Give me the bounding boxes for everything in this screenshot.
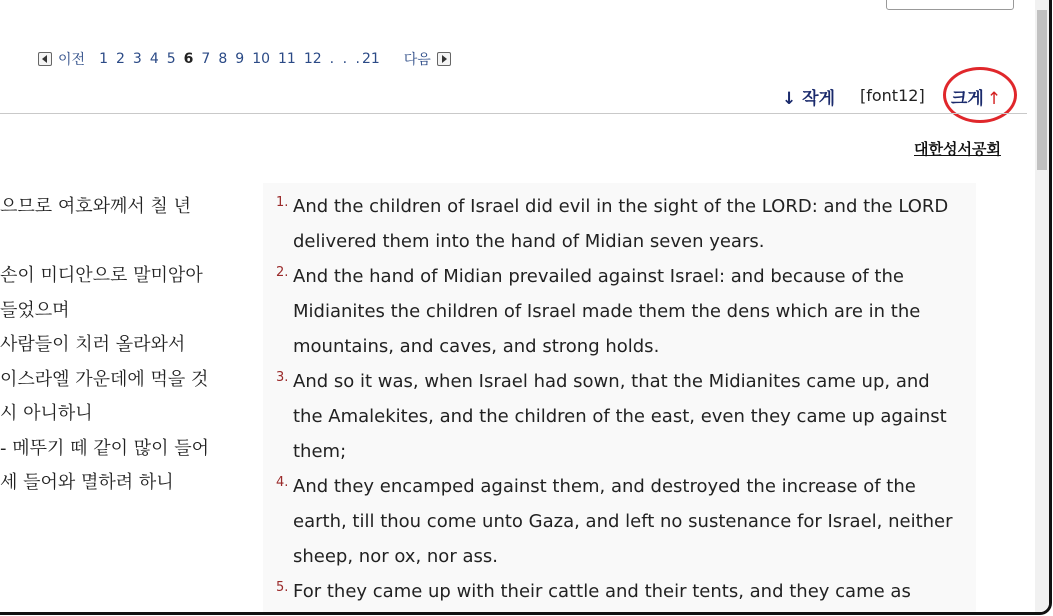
- verse-number: 4.: [276, 475, 289, 490]
- korean-text-column: [0, 192, 250, 503]
- font-size-label: [font12]: [860, 86, 925, 105]
- up-arrow-icon[interactable]: ↑: [986, 89, 1002, 109]
- page-link-10[interactable]: 10: [252, 51, 271, 67]
- verse-line: delivered them into the hand of Midian seven years.: [293, 231, 765, 252]
- verse-line: mountains, and caves, and strong holds.: [293, 336, 660, 357]
- verse-number: 2.: [276, 265, 289, 280]
- page-link-3[interactable]: 3: [132, 51, 142, 67]
- korean-line: 손이 미디안으로 말미암아: [0, 265, 203, 286]
- verse-line: And they encamped against them, and destroyed the increase of the: [293, 476, 916, 497]
- pagination-ellipsis: . . .: [329, 51, 362, 67]
- verse-number: 1.: [276, 195, 289, 210]
- korean-line: 세 들어와 멸하려 하니: [0, 472, 174, 493]
- verse-line: And the children of Israel did evil in the sight of the LORD: and the LORD: [293, 196, 949, 217]
- verse-3: [276, 367, 976, 472]
- verse-line: For they came up with their cattle and their tents, and they came as: [293, 581, 911, 602]
- verse-line: earth, till thou come unto Gaza, and left no sustenance for Israel, neither: [293, 511, 953, 532]
- next-arrow-icon[interactable]: [437, 52, 451, 66]
- page-link-2[interactable]: 2: [115, 51, 125, 67]
- next-page-link[interactable]: 다음: [403, 52, 431, 68]
- highlight-circle: [943, 67, 1017, 123]
- font-smaller-button[interactable]: ↓ 작게: [782, 89, 836, 109]
- verse-4: [276, 472, 976, 577]
- page-link-12[interactable]: 12: [303, 51, 322, 67]
- verse-line: Midianites the children of Israel made them the dens which are in the: [293, 301, 921, 322]
- verse-line: And the hand of Midian prevailed against Israel: and because of the: [293, 266, 904, 287]
- divider: [0, 113, 1027, 114]
- page-link-8[interactable]: 8: [218, 51, 228, 67]
- english-verse-list: [276, 192, 976, 612]
- korean-line: 시 아니하니: [0, 403, 93, 424]
- korean-line: [0, 227, 250, 262]
- verse-number: 5.: [276, 580, 289, 595]
- font-bigger-label[interactable]: 크게: [951, 89, 984, 109]
- verse-5: [276, 577, 976, 612]
- page-link-6-current: 6: [183, 51, 194, 67]
- top-button[interactable]: [886, 0, 1014, 10]
- page-link-4[interactable]: 4: [149, 51, 159, 67]
- scrollbar-thumb[interactable]: [1037, 10, 1047, 170]
- page-link-9[interactable]: 9: [235, 51, 245, 67]
- page-link-7[interactable]: 7: [201, 51, 211, 67]
- prev-arrow-icon[interactable]: [38, 52, 52, 66]
- prev-page-link[interactable]: 이전: [58, 52, 86, 68]
- verse-1: [276, 192, 976, 262]
- page-link-5[interactable]: 5: [166, 51, 176, 67]
- korean-line: 들었으며: [0, 299, 70, 321]
- korean-line: 으므로 여호와께서 칠 년: [0, 196, 192, 217]
- verse-line: sheep, nor ox, nor ass.: [293, 546, 498, 567]
- pagination: [38, 49, 451, 69]
- verse-line: the Amalekites, and the children of the east, even they came up against: [293, 406, 947, 427]
- page-link-last[interactable]: 21: [361, 51, 380, 67]
- publisher-link[interactable]: 대한성서공회: [914, 140, 1001, 158]
- vertical-scrollbar[interactable]: [1035, 0, 1049, 612]
- korean-line: - 메뚜기 떼 같이 많이 들어: [0, 437, 209, 459]
- page-link-11[interactable]: 11: [278, 51, 296, 67]
- verse-line: And so it was, when Israel had sown, that the Midianites came up, and: [293, 371, 930, 392]
- verse-line: them;: [293, 441, 347, 462]
- korean-line: 이스라엘 가운데에 먹을 것: [0, 368, 209, 390]
- korean-line: 사람들이 치러 올라와서: [0, 334, 186, 355]
- page-link-1[interactable]: 1: [99, 51, 108, 67]
- verse-2: [276, 262, 976, 367]
- verse-number: 3.: [276, 370, 289, 385]
